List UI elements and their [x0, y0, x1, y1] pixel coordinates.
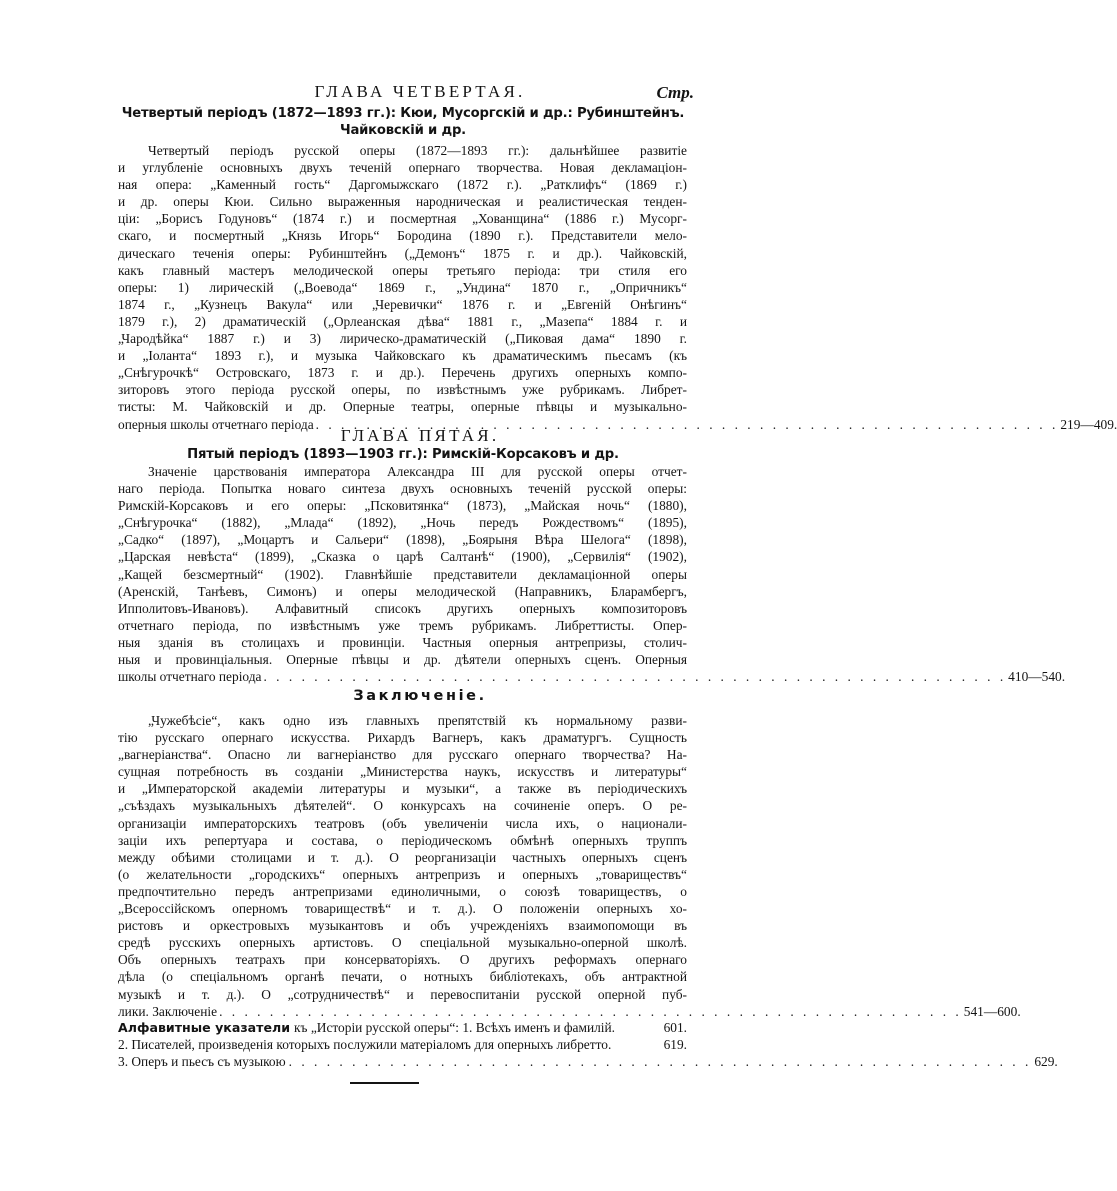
closing-rule	[350, 1082, 419, 1084]
text-line: отчетнаго періода, по извѣстнымъ уже тремъ рубрикамъ. Либреттисты. Опер-	[118, 617, 687, 633]
text-line: оперы: 1) лирическій („Воевода“ 1869 г., „Ундина“ 1870 г., „Опричникъ“	[118, 279, 687, 295]
text-line: Четвертый періодъ русской оперы (1872—1893 гг.): дальнѣйшее развитіе	[148, 143, 687, 158]
text-line: Римскій-Корсаковъ и его оперы: „Псковитянка“ (1873), „Майская ночь“ (1880),	[118, 498, 687, 514]
text-line: и углубленіе основныхъ двухъ теченій опернаго творчества. Новая декламаціон-	[118, 160, 687, 176]
text-line: сущная потребность въ созданіи „Министерства наукъ, искусствъ и литературы“	[118, 764, 687, 780]
dot-leader: . . . . . . . . . . . . . . . . . . . . . . . . . . . . . . . . . . . . . . . . . . . . . . . . . . . . . . . . . . .	[315, 416, 1059, 432]
page-range: 541—600.	[963, 1003, 1021, 1019]
text-line: школы отчетнаго періода	[118, 669, 262, 685]
period-five-title: Пятый періодъ (1893—1903 гг.): Римскій-Корсаковъ и др.	[187, 447, 619, 462]
dot-leader: . . . . . . . . . . . . . . . . . . . . . . . . . . . . . . . . . . . . . . . . . . . . . . . . . . . . . . . . . . .	[263, 669, 1007, 685]
index-entry-text: 2. Писателей, произведенія которыхъ послужили матеріаломъ для оперныхъ либретто.	[118, 1037, 612, 1053]
text-line: „Снѣгурочкѣ“ Островскаго, 1873 г. и др.). Перечень другихъ оперныхъ компо-	[118, 365, 687, 381]
text-line: Ипполитовъ-Ивановъ). Алфавитный списокъ другихъ оперныхъ композиторовъ	[118, 600, 687, 616]
page-range: 219—409.	[1060, 416, 1117, 432]
text-line: „Всероссійскомъ оперномъ товариществѣ“ и т. д.). О положеніи оперныхъ хо-	[118, 901, 687, 917]
text-line: скаго, и посмертный „Князь Игорь“ Бородина (1890 г.). Представители мело-	[118, 228, 687, 244]
conclusion-summary	[118, 712, 1021, 1020]
text-line: „Царская невѣста“ (1899), „Сказка о царѣ Салтанѣ“ (1900), „Сервилія“ (1902),	[118, 549, 687, 565]
text-line-with-pages	[118, 668, 1066, 685]
text-line: наго періода. Попытка новаго синтеза двухъ основныхъ теченій русской оперы:	[118, 481, 687, 497]
text-line: 1874 г., „Кузнецъ Вакула“ или „Черевички“ 1876 г. и „Евгеній Онѣгинъ“	[118, 296, 687, 312]
text-line: (Аренскій, Танѣевъ, Симонъ) и оперы мелодической (Направникъ, Бларамбергъ,	[118, 583, 687, 599]
chapter-five-heading	[0, 426, 840, 446]
text-line: и др. оперы Кюи. Сильно выраженныя народническая и реалистическая тенден-	[118, 194, 687, 210]
text-line: дѣла (о спеціальномъ органѣ печати, о нотныхъ библіотекахъ, объ антрактной	[118, 969, 687, 985]
chapter-four-title: ГЛАВА ЧЕТВЕРТАЯ.	[314, 82, 526, 101]
text-line: и „Іоланта“ 1893 г.), и музыка Чайковскаго къ драматическимъ пьесамъ (къ	[118, 348, 687, 364]
text-line: организаціи императорскихъ театровъ (объ увеличеніи числа ихъ, о национали-	[118, 815, 687, 831]
dot-leader: . . . . . . . . . . . . . . . . . . . . . . . . . . . . . . . . . . . . . . . . . . . . . . . . . . . . . . . . . . .	[288, 1054, 1032, 1070]
text-line: (о желательности „городскихъ“ оперныхъ антрепризъ и оперныхъ „товариществъ“	[118, 866, 687, 882]
text-line: „Кащей безсмертный“ (1902). Главнѣйшіе представители декламаціонной оперы	[118, 566, 687, 582]
text-line: „Садко“ (1897), „Моцартъ и Сальери“ (1898), „Боярыня Вѣра Шелога“ (1898),	[118, 532, 687, 548]
text-line: тисты: М. Чайковскій и др. Оперные театры, оперные пѣвцы и музыкально-	[118, 399, 687, 415]
text-line: ціи: „Борисъ Годуновъ“ (1874 г.) и посмертная „Хованщина“ (1886 г.) Мусорг-	[118, 211, 687, 227]
chapter-five-title: ГЛАВА ПЯТАЯ.	[340, 426, 500, 445]
page-number: 629.	[1034, 1054, 1058, 1070]
conclusion-title: Заключеніе.	[353, 688, 487, 704]
text-line: ная опера: „Каменный гость“ Даргомыжскаго (1872 г.). „Ратклифъ“ (1869 г.)	[118, 177, 687, 193]
text-line: предпочтительно передъ антрепризами единоличными, о союзѣ товариществъ, о	[118, 883, 687, 899]
text-line: „съѣздахъ музыкальныхъ дѣятелей“. О конкурсахъ на сочиненіе оперъ. О ре-	[118, 798, 687, 814]
text-line: музыкѣ и т. д.). О „сотрудничествѣ“ и перевоспитаніи русской оперной пуб-	[118, 986, 687, 1002]
text-line: оперныя школы отчетнаго періода	[118, 416, 314, 432]
text-line: дическаго теченія оперы: Рубинштейнъ („Демонъ“ 1875 г. и др.). Чайковскій,	[118, 245, 687, 261]
index-entry	[118, 1019, 687, 1036]
page-number: 601.	[663, 1020, 687, 1035]
period-four-title	[118, 105, 688, 139]
text-line: „Чужебѣсіе“, какъ одно изъ главныхъ препятствій къ нормальному разви-	[148, 713, 687, 728]
index-entry	[118, 1036, 687, 1053]
text-line: ныя зданія въ столицахъ и провинціи. Частныя оперныя антрепризы, столич-	[118, 634, 687, 650]
text-line: зиторовъ этого періода русской оперы, по извѣстнымъ уже рубрикамъ. Либрет-	[118, 382, 687, 398]
text-line-with-pages	[118, 1003, 1021, 1020]
chapter-five-summary	[118, 463, 1066, 685]
period-four-title-line: Чайковскій и др.	[339, 123, 466, 138]
period-four-title-line: Четвертый періодъ (1872—1893 гг.): Кюи, Мусоргскій и др.: Рубинштейнъ.	[121, 106, 685, 121]
dot-leader	[615, 1019, 664, 1036]
text-line: „Снѣгурочка“ (1882), „Млада“ (1892), „Ночь передъ Рождествомъ“ (1895),	[118, 515, 687, 531]
text-line: „Чародѣйка“ 1887 г.) и 3) лирическо-драматическій („Пиковая дама“ 1890 г.	[118, 331, 687, 347]
dot-leader	[611, 1036, 663, 1053]
chapter-four-summary	[118, 142, 1117, 433]
text-line: лики. Заключеніе	[118, 1003, 218, 1019]
page-column-label: Стр.	[656, 83, 694, 102]
index-heading: Алфавитные указатели	[118, 1020, 291, 1035]
index-entry-text: къ „Исторіи русской оперы“: 1. Всѣхъ именъ и фамилій.	[294, 1020, 616, 1035]
text-line: 1879 г.), 2) драматическій („Орлеанская дѣва“ 1881 г., „Мазепа“ 1884 г. и	[118, 313, 687, 329]
text-line: средѣ русскихъ оперныхъ артистовъ. О спеціальной музыкально-оперной школѣ.	[118, 935, 687, 951]
text-line: заціи ихъ репертуара и состава, о періодическомъ обмѣнѣ оперныхъ труппъ	[118, 832, 687, 848]
index-entry	[118, 1053, 1058, 1070]
text-line: ныя и провинціальныя. Оперные пѣвцы и др. дѣятели оперныхъ сценъ. Оперныя	[118, 652, 687, 668]
text-line: „вагнеріанства“. Опасно ли вагнеріанство для русскаго опернаго творчества? На-	[118, 747, 687, 763]
index-entry-text: 3. Оперъ и пьесъ съ музыкою	[118, 1054, 286, 1070]
page-number: 619.	[663, 1037, 687, 1053]
alphabetical-indexes	[118, 1019, 1058, 1070]
chapter-four-heading	[0, 82, 840, 102]
text-line: тію русскаго опернаго искусства. Рихардъ Вагнеръ, какъ драматургъ. Сущность	[118, 730, 687, 746]
page-range: 410—540.	[1008, 669, 1066, 685]
text-line: Объ оперныхъ театрахъ при консерваторіяхъ. О другихъ реформахъ опернаго	[118, 952, 687, 968]
text-line: между обѣими столицами и т. д.). О реорганизаціи частныхъ оперныхъ сценъ	[118, 849, 687, 865]
dot-leader: . . . . . . . . . . . . . . . . . . . . . . . . . . . . . . . . . . . . . . . . . . . . . . . . . . . . . . . . . . .	[219, 1003, 962, 1019]
text-line: и „Императорской академіи литературы и музыки“, а также въ періодическихъ	[118, 781, 687, 797]
text-line: Значеніе царствованія императора Александра III для русской оперы отчет-	[148, 464, 687, 479]
text-line: ристовъ и оркестровыхъ музыкантовъ и объ учрежденіяхъ взаимопомощи въ	[118, 918, 687, 934]
text-line: какъ главный мастеръ мелодической оперы третьяго періода: три стиля его	[118, 262, 687, 278]
